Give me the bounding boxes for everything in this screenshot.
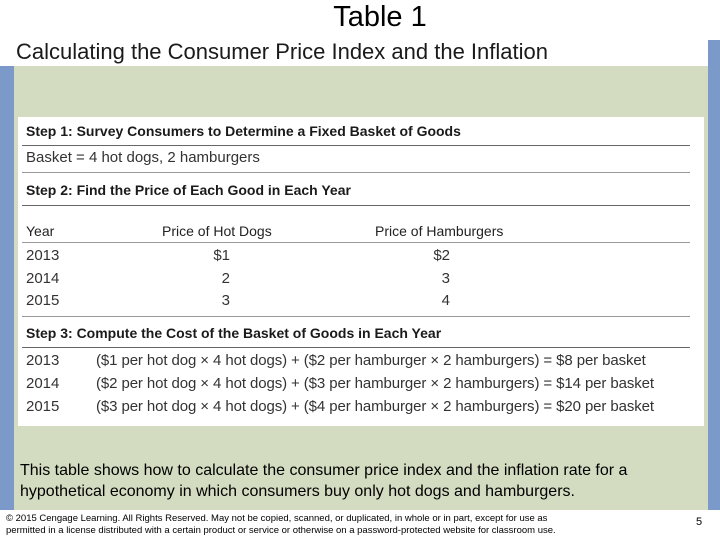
- price-year: 2014: [26, 270, 60, 287]
- footer-line-2: permitted in a license distributed with a certain product or service or otherwise on a password-protected website for classroom use.: [6, 525, 556, 536]
- footer-line-1: © 2015 Cengage Learning. All Rights Reserved. May not be copied, scanned, or duplicated, in whole or in part, except for use as: [6, 513, 548, 524]
- divider: [22, 316, 690, 317]
- step1-heading: Step 1: Survey Consumers to Determine a Fixed Basket of Goods: [26, 123, 461, 139]
- copyright-footer: [6, 513, 656, 537]
- step2-heading: Step 2: Find the Price of Each Good in Each Year: [26, 182, 351, 198]
- slide-title: Table 1: [333, 1, 427, 33]
- left-accent-bar: [0, 66, 14, 510]
- cost-calculation: ($1 per hot dog × 4 hot dogs) + ($2 per hamburger × 2 hamburgers) = $8 per basket: [96, 352, 646, 369]
- cost-calculation: ($3 per hot dog × 4 hot dogs) + ($4 per hamburger × 2 hamburgers) = $20 per basket: [96, 398, 654, 415]
- hotdog-price: 3: [221, 292, 230, 309]
- caption-line-1: This table shows how to calculate the consumer price index and the inflation rate for a: [20, 462, 628, 479]
- basket-text: Basket = 4 hot dogs, 2 hamburgers: [26, 149, 260, 166]
- table-caption: [20, 460, 710, 502]
- price-year: 2013: [26, 247, 60, 264]
- page-number: 5: [696, 516, 703, 528]
- header-hotdog-price: Price of Hot Dogs: [162, 223, 272, 239]
- hamburger-price: 4: [441, 292, 450, 309]
- right-accent-bar: [708, 40, 720, 510]
- hotdog-price: $1: [213, 247, 230, 264]
- price-year: 2015: [26, 292, 60, 309]
- cpi-table: [18, 117, 704, 426]
- divider: [22, 242, 690, 243]
- hotdog-price: 2: [221, 270, 230, 287]
- hamburger-price: 3: [441, 270, 450, 287]
- caption-line-2: hypothetical economy in which consumers buy only hot dogs and hamburgers.: [20, 483, 575, 500]
- header-hamburger-price: Price of Hamburgers: [375, 223, 504, 239]
- cost-year: 2014: [26, 375, 60, 392]
- header-year: Year: [26, 223, 55, 239]
- divider: [22, 347, 690, 348]
- divider: [22, 205, 690, 206]
- step3-heading: Step 3: Compute the Cost of the Basket of Goods in Each Year: [26, 325, 442, 341]
- subtitle-line-1: Calculating the Consumer Price Index and the Inflation: [16, 39, 548, 64]
- cost-year: 2015: [26, 398, 60, 415]
- hamburger-price: $2: [433, 247, 450, 264]
- cost-calculation: ($2 per hot dog × 4 hot dogs) + ($3 per hamburger × 2 hamburgers) = $14 per basket: [96, 375, 654, 392]
- divider: [22, 172, 690, 173]
- cost-year: 2013: [26, 352, 60, 369]
- divider: [22, 145, 690, 146]
